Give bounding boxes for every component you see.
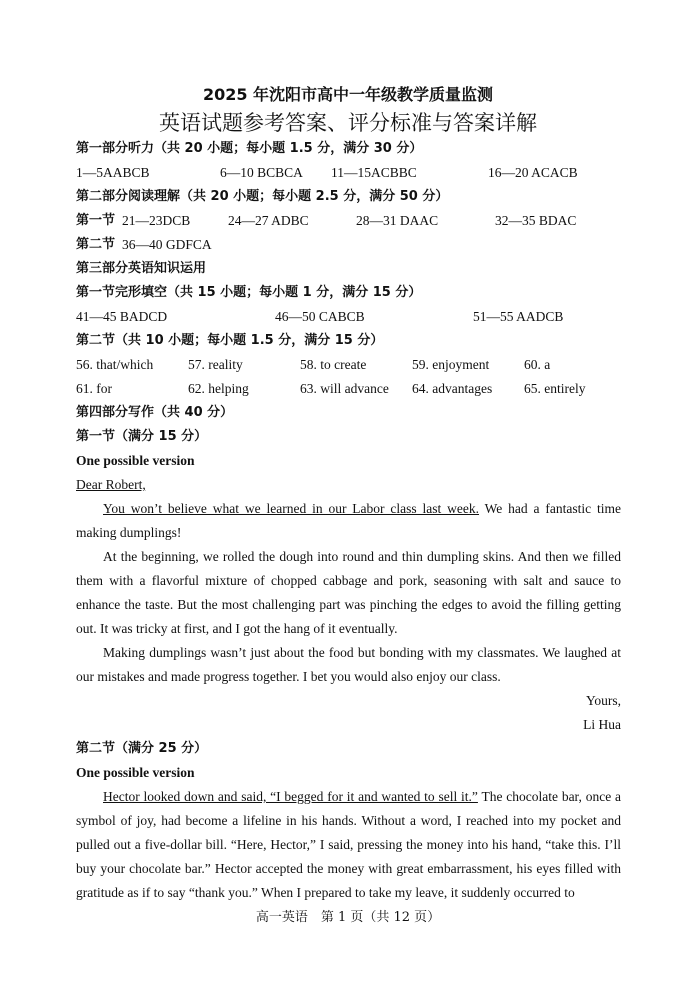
paragraph-text: We had a fantastic time making dumplings!	[76, 501, 621, 540]
answer-group: 41—45 BADCD	[76, 309, 168, 324]
letter-paragraph: At the beginning, we rolled the dough into round and thin dumpling skins. And then we filled them with a flavorful mixture of chopped cabbage and pork, seasoning with salt and sauce to enhance the taste. But the most challenging part was pinching the edges to avoid the filling getting out. It was tricky at first, and I got the hang of it eventually.	[76, 549, 621, 636]
letter-closing: Yours,	[585, 693, 621, 708]
exam-subtitle: 英语试题参考答案、评分标准与答案详解	[159, 111, 537, 135]
answer-item: 58. to create	[300, 357, 367, 372]
section-label: 第一节	[76, 213, 116, 228]
answer-item: 64. advantages	[412, 381, 493, 396]
part4-section2-heading: 第二节（满分 25 分）	[76, 741, 208, 756]
letter-greeting: Dear Robert,	[76, 477, 146, 492]
story-paragraph	[76, 785, 621, 905]
answer-group: 24—27 ADBC	[228, 213, 309, 228]
letter-signature: Li Hua	[583, 717, 621, 732]
part3-section1-heading: 第一节完形填空（共 15 小题；每小题 1 分，满分 15 分）	[76, 285, 422, 300]
part2-heading: 第二部分阅读理解（共 20 小题；每小题 2.5 分，满分 50 分）	[76, 189, 449, 204]
part3-section2-heading: 第二节（共 10 小题；每小题 1.5 分，满分 15 分）	[76, 333, 384, 348]
section-label: 第二节	[76, 237, 116, 252]
answer-group: 36—40 GDFCA	[122, 237, 212, 252]
part4-section1-heading: 第一节（满分 15 分）	[76, 429, 208, 444]
answer-item: 60. a	[524, 357, 551, 372]
part1-heading: 第一部分听力（共 20 小题；每小题 1.5 分，满分 30 分）	[76, 141, 423, 156]
part4-heading: 第四部分写作（共 40 分）	[76, 405, 234, 420]
answer-group: 6—10 BCBCA	[220, 165, 303, 180]
answer-item: 62. helping	[188, 381, 249, 396]
answer-group: 21—23DCB	[122, 213, 191, 228]
letter-paragraph	[76, 497, 621, 545]
answer-group: 11—15ACBBC	[331, 165, 417, 180]
answer-group: 46—50 CABCB	[275, 309, 365, 324]
answer-group: 32—35 BDAC	[495, 213, 577, 228]
answer-group: 28—31 DAAC	[356, 213, 439, 228]
answer-item: 63. will advance	[300, 381, 389, 396]
answer-item: 59. enjoyment	[412, 357, 490, 372]
answer-group: 51—55 AADCB	[473, 309, 564, 324]
answer-item: 61. for	[76, 381, 112, 396]
version-label: One possible version	[76, 765, 195, 780]
part3-heading: 第三部分英语知识运用	[76, 261, 207, 276]
exam-title: 2025 年沈阳市高中一年级教学质量监测	[202, 85, 494, 104]
underlined-opening: Hector looked down and said, “I begged for it and wanted to sell it.”	[103, 789, 478, 804]
answer-item: 65. entirely	[524, 381, 586, 396]
answer-item: 57. reality	[188, 357, 243, 372]
letter-paragraph: Making dumplings wasn’t just about the food but bonding with my classmates. We laughed at our mistakes and made progress together. I bet you would also enjoy our class.	[76, 645, 621, 684]
letter-body	[76, 497, 621, 689]
paragraph-text: The chocolate bar, once a symbol of joy, had become a lifeline in his hands. Without a word, I reached into my pocket and pulled out a five-dollar bill. “Here, Hector,” I said, pressing the money into his hand, “take this. I’ll buy your chocolate bar.” Hector accepted the money with great embarrassment, his eyes filled with gratitude as if to say “thank you.” When I prepared to take my leave, it suddenly occurred to	[76, 789, 621, 900]
story-body	[76, 785, 621, 905]
answer-group: 16—20 ACACB	[488, 165, 578, 180]
answer-item: 56. that/which	[76, 357, 154, 372]
page-footer: 高一英语 第 1 页（共 12 页）	[255, 910, 441, 925]
underlined-opening: You won’t believe what we learned in our Labor class last week.	[103, 501, 480, 516]
version-label: One possible version	[76, 453, 195, 468]
answer-group: 1—5AABCB	[76, 165, 150, 180]
